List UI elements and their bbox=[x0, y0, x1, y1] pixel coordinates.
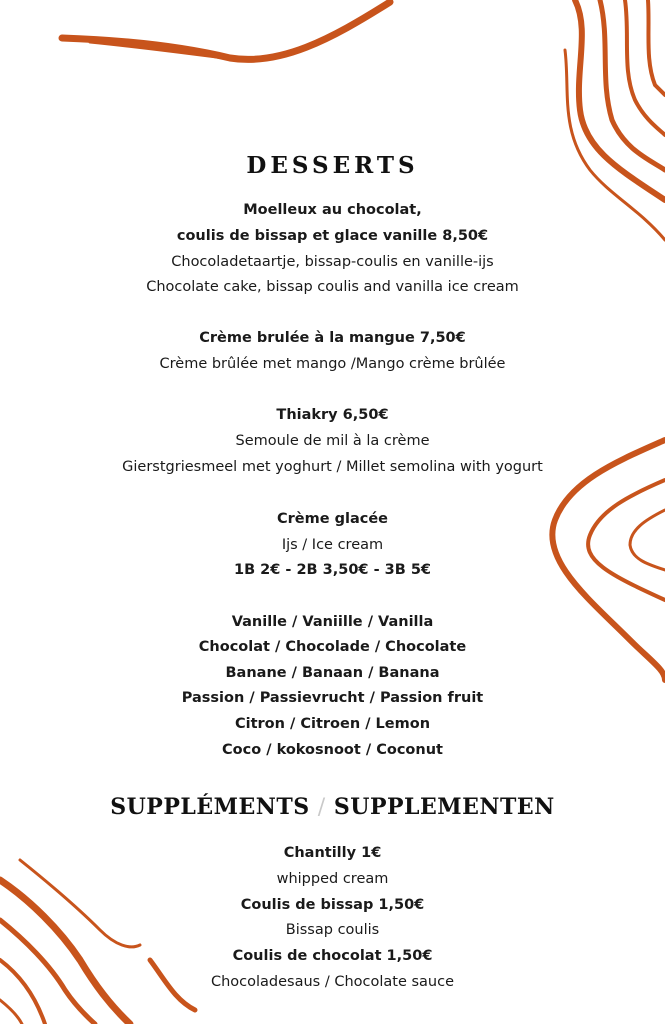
thiakry-description-nl-en: Gierstgriesmeel met yoghurt / Millet semolina with yogurt bbox=[122, 459, 543, 475]
flavor-item: Coco / kokosnoot / Coconut bbox=[222, 742, 443, 758]
coulis-chocolat-title: Coulis de chocolat 1,50€ bbox=[232, 948, 433, 964]
chantilly-title: Chantilly 1€ bbox=[283, 845, 382, 861]
flavor-item: Citron / Citroen / Lemon bbox=[234, 716, 431, 732]
thiakry-description-fr: Semoule de mil à la crème bbox=[235, 433, 430, 449]
thiakry-title: Thiakry 6,50€ bbox=[276, 407, 389, 423]
creme-glacee-prices: 1B 2€ - 2B 3,50€ - 3B 5€ bbox=[233, 562, 432, 578]
moelleux-description-en: Chocolate cake, bissap coulis and vanilla ice cream bbox=[146, 279, 519, 295]
coulis-bissap-description: Bissap coulis bbox=[285, 922, 380, 938]
supplements-heading-nl: SUPPLEMENTEN bbox=[333, 794, 555, 820]
flavor-item: Banane / Banaan / Banana bbox=[225, 665, 440, 681]
flavor-item: Vanille / Vaniille / Vanilla bbox=[231, 614, 434, 630]
moelleux-description-nl: Chocoladetaartje, bissap-coulis en vanille-ijs bbox=[171, 254, 494, 270]
creme-glacee-title: Crème glacée bbox=[276, 511, 388, 527]
chantilly-description: whipped cream bbox=[276, 871, 389, 887]
creme-brulee-title: Crème brulée à la mangue 7,50€ bbox=[199, 330, 466, 346]
flavor-item: Passion / Passievrucht / Passion fruit bbox=[181, 690, 484, 706]
desserts-heading: DESSERTS bbox=[246, 152, 419, 179]
supplements-heading-fr: SUPPLÉMENTS bbox=[110, 794, 310, 820]
creme-glacee-description: Ijs / Ice cream bbox=[281, 537, 384, 553]
coulis-bissap-title: Coulis de bissap 1,50€ bbox=[240, 897, 425, 913]
coulis-chocolat-description: Chocoladesaus / Chocolate sauce bbox=[210, 974, 455, 990]
creme-brulee-description: Crème brûlée met mango /Mango crème brûlée bbox=[159, 356, 506, 372]
flavor-item: Chocolat / Chocolade / Chocolate bbox=[198, 639, 467, 655]
moelleux-title-line1: Moelleux au chocolat, bbox=[243, 202, 422, 218]
moelleux-title-line2: coulis de bissap et glace vanille 8,50€ bbox=[176, 228, 489, 244]
supplements-heading-separator: / bbox=[317, 795, 326, 820]
supplements-heading bbox=[0, 794, 665, 820]
